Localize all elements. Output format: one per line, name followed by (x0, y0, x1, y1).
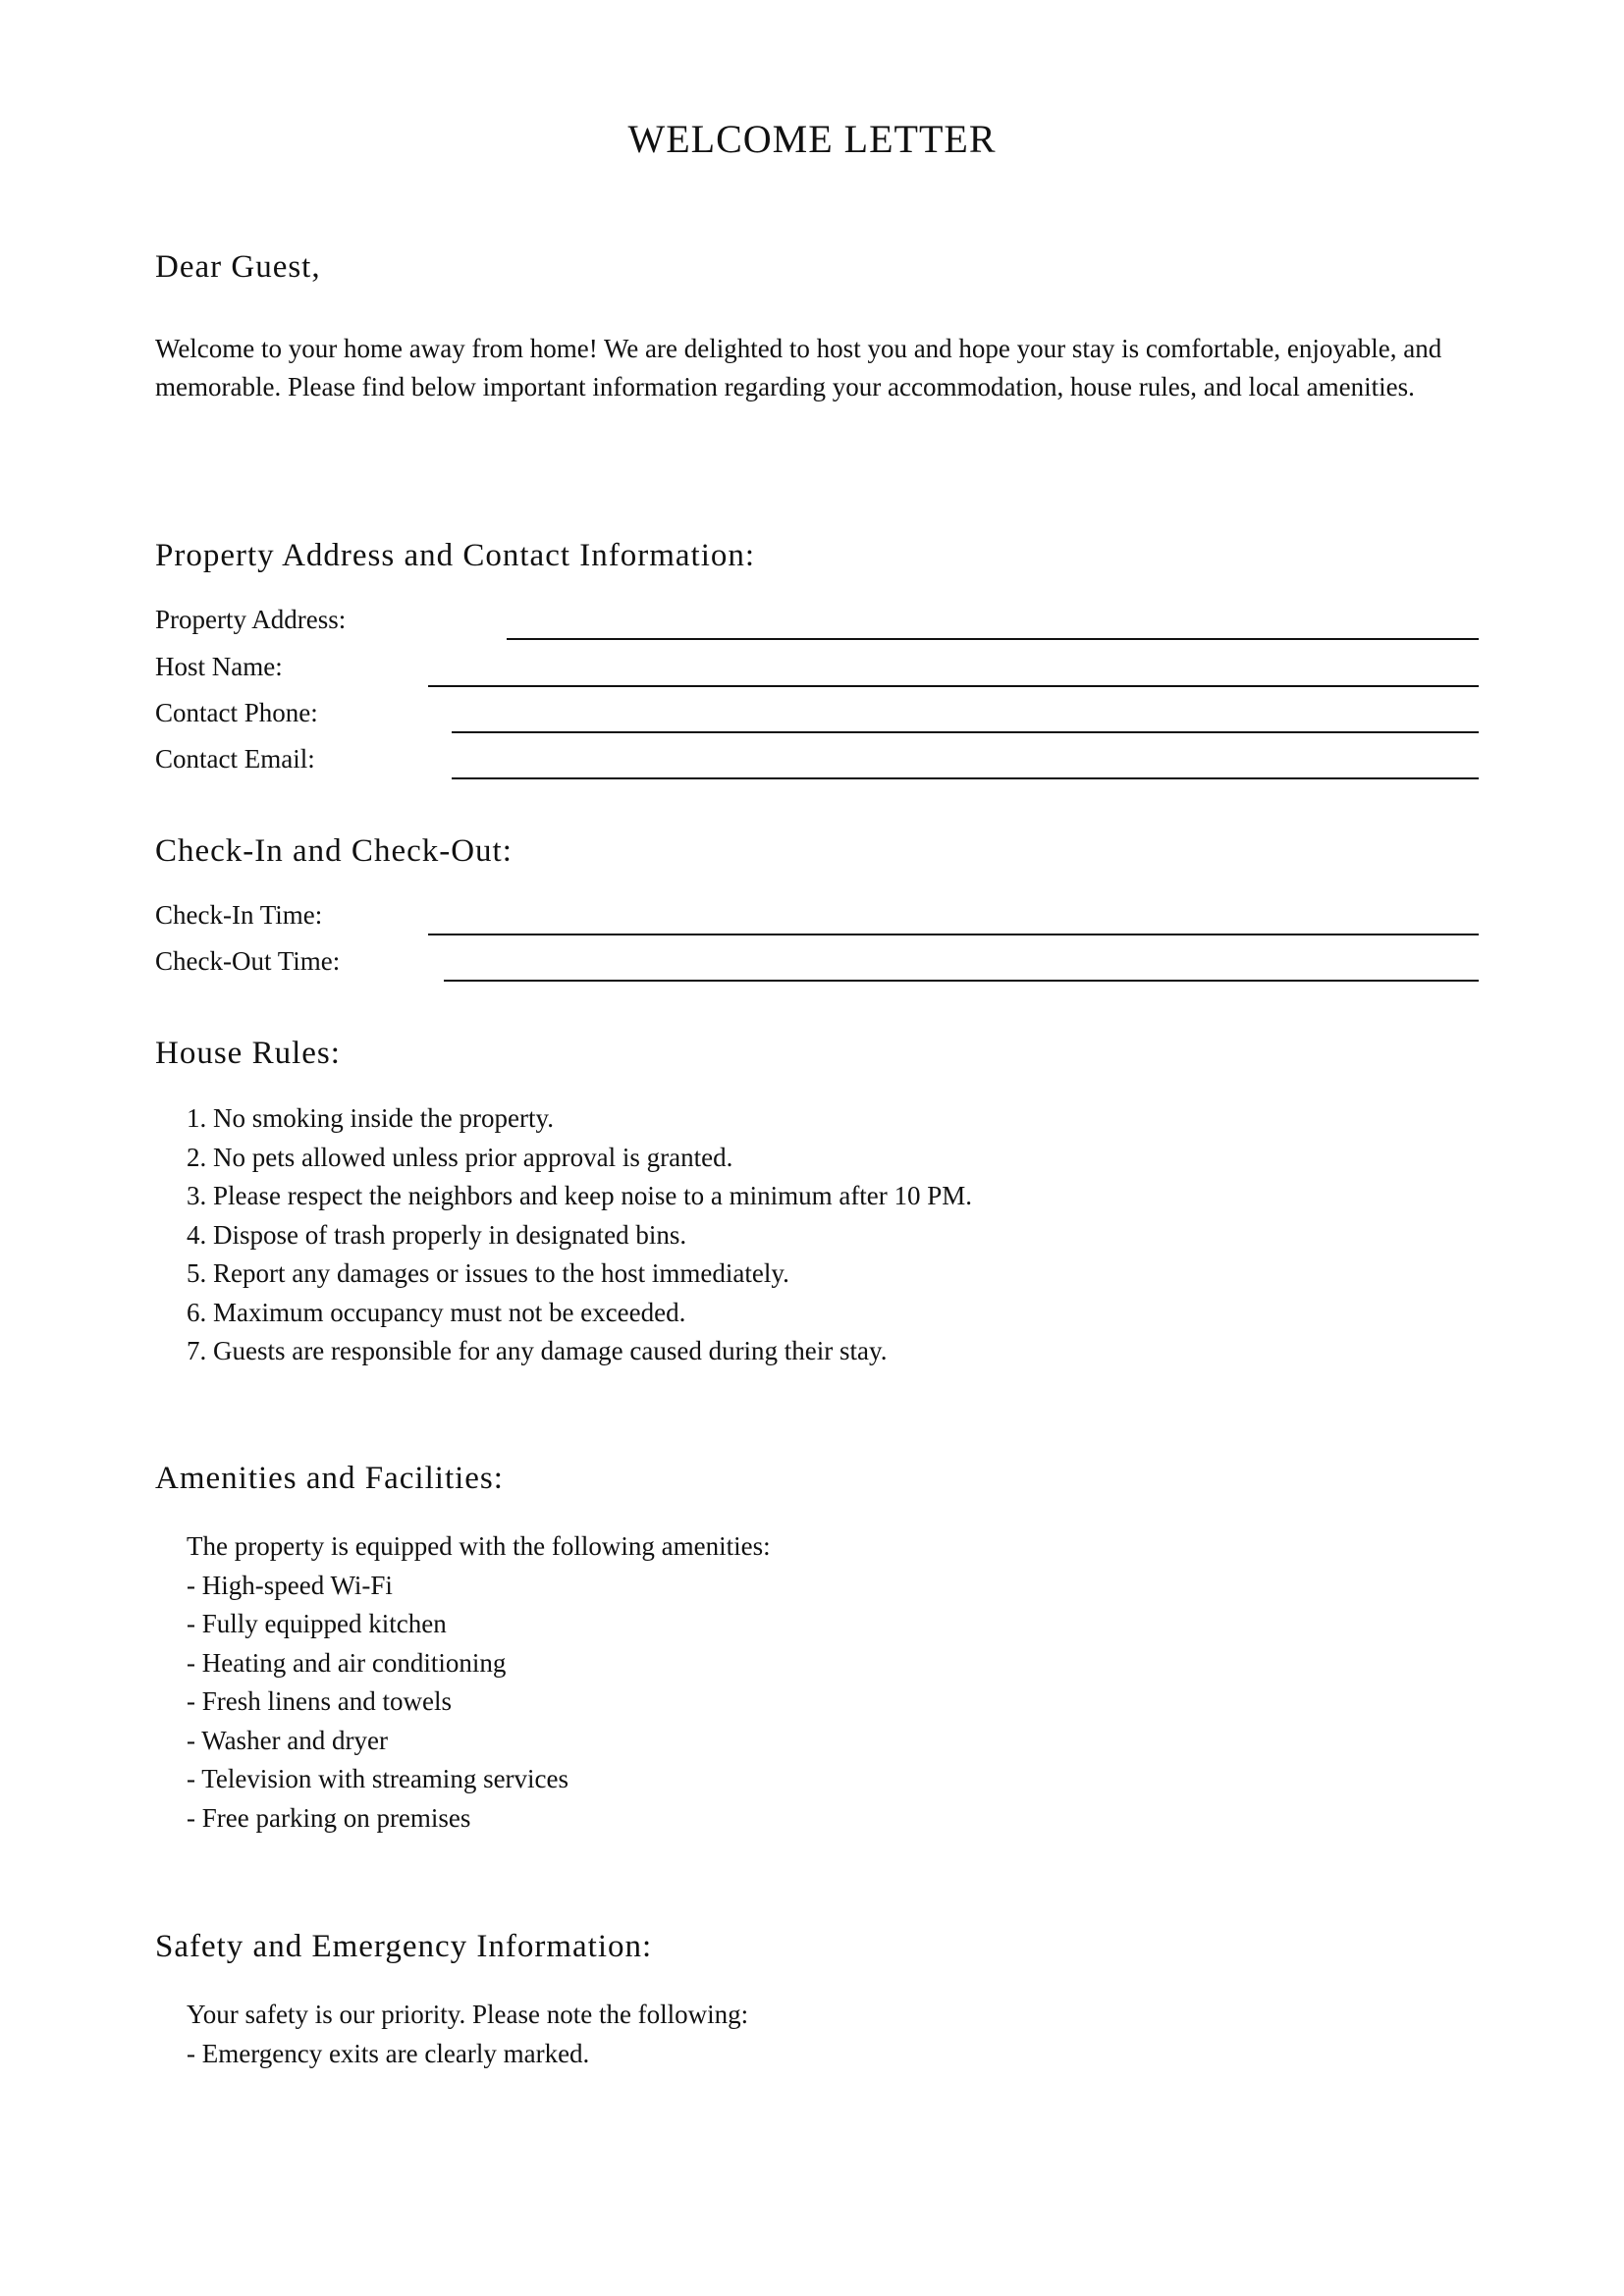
amenities-heading: Amenities and Facilities: (155, 1461, 504, 1496)
safety-list (187, 1996, 748, 2073)
host-name-input-line[interactable] (428, 685, 1479, 687)
list-item: 2. No pets allowed unless prior approval is granted. (187, 1142, 733, 1172)
checkin-time-label: Check-In Time: (155, 900, 323, 930)
contact-email-input-line[interactable] (452, 777, 1479, 779)
host-name-label: Host Name: (155, 652, 283, 681)
list-item: - Free parking on premises (187, 1802, 471, 1833)
list-item: 3. Please respect the neighbors and keep noise to a minimum after 10 PM. (187, 1181, 973, 1210)
list-item: 6. Maximum occupancy must not be exceeded. (187, 1297, 686, 1327)
property-address-label: Property Address: (155, 605, 347, 634)
list-item: - Emergency exits are clearly marked. (187, 2038, 590, 2068)
checkout-time-label: Check-Out Time: (155, 946, 341, 976)
property-address-input-line[interactable] (507, 638, 1479, 640)
contact-email-label: Contact Email: (155, 744, 315, 774)
list-item: - Fully equipped kitchen (187, 1609, 447, 1638)
checkout-time-input-line[interactable] (444, 980, 1479, 982)
list-item: - Television with streaming services (187, 1764, 569, 1793)
salutation: Dear Guest, (155, 249, 321, 285)
checkin-time-field (155, 900, 1479, 939)
contact-phone-field (155, 698, 1479, 737)
document-title: WELCOME LETTER (627, 117, 997, 161)
list-item: 4. Dispose of trash properly in designated bins. (187, 1219, 687, 1250)
intro-paragraph: Welcome to your home away from home! We are delighted to host you and hope your stay is comfortable, enjoyable, and memorable. Please find below important information regarding your accommodation, house rules, and local amenities. (155, 334, 1442, 401)
list-item: The property is equipped with the following amenities: (187, 1531, 771, 1561)
host-name-field (155, 652, 1479, 691)
property-heading: Property Address and Contact Information: (155, 538, 756, 573)
contact-phone-input-line[interactable] (452, 731, 1479, 733)
amenities-list (187, 1527, 771, 1838)
list-item: 5. Report any damages or issues to the host immediately. (187, 1258, 789, 1288)
list-item: 1. No smoking inside the property. (187, 1103, 554, 1133)
property-address-field (155, 605, 1479, 644)
house-rules-heading: House Rules: (155, 1036, 341, 1071)
house-rules-list (187, 1099, 972, 1371)
checkout-time-field (155, 946, 1479, 986)
checkin-time-input-line[interactable] (428, 934, 1479, 935)
list-item: - Washer and dryer (187, 1725, 388, 1755)
checkin-heading: Check-In and Check-Out: (155, 833, 513, 869)
list-item: - Fresh linens and towels (187, 1686, 452, 1716)
list-item: Your safety is our priority. Please note the following: (187, 2000, 749, 2029)
list-item: - Heating and air conditioning (187, 1647, 507, 1678)
contact-phone-label: Contact Phone: (155, 698, 318, 727)
list-item: 7. Guests are responsible for any damage caused during their stay. (187, 1336, 888, 1365)
contact-email-field (155, 744, 1479, 783)
list-item: - High-speed Wi-Fi (187, 1570, 393, 1600)
safety-heading: Safety and Emergency Information: (155, 1929, 653, 1964)
